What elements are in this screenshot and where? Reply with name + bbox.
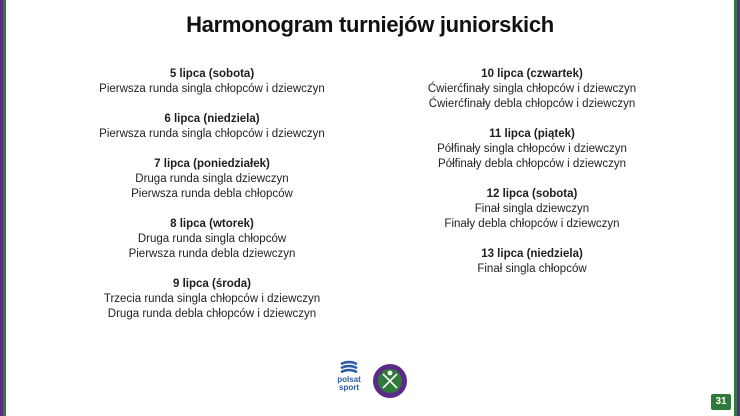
sponsor-logos <box>332 360 412 406</box>
day-event: Pierwsza runda singla chłopców i dziewczyn <box>99 128 325 140</box>
day-date: 12 lipca (sobota) <box>486 188 578 200</box>
day-block <box>382 127 682 172</box>
day-block <box>62 112 362 142</box>
day-block <box>62 67 362 97</box>
day-block <box>62 217 362 262</box>
left-stripe-green <box>3 0 6 416</box>
day-block <box>62 277 362 322</box>
day-event: Finał singla dziewczyn <box>474 203 590 215</box>
day-date: 6 lipca (niedziela) <box>164 113 260 125</box>
day-date: 13 lipca (niedziela) <box>481 248 583 260</box>
page-number: 31 <box>711 394 731 410</box>
day-event: Druga runda singla dziewczyn <box>135 173 289 185</box>
day-block <box>382 187 682 232</box>
day-event: Pierwsza runda singla chłopców i dziewczyn <box>99 83 325 95</box>
day-block <box>382 67 682 112</box>
day-event: Pierwsza runda debla chłopców <box>131 188 293 200</box>
day-event: Trzecia runda singla chłopców i dziewczyn <box>103 293 321 305</box>
day-block <box>62 157 362 202</box>
day-event: Druga runda singla chłopców <box>137 233 287 245</box>
day-date: 8 lipca (wtorek) <box>170 218 254 230</box>
day-event: Półfinały debla chłopców i dziewczyn <box>438 158 626 170</box>
schedule-right-column <box>382 67 682 292</box>
slide-title: Harmonogram turniejów juniorskich <box>186 12 554 37</box>
polsat-sport-logo-icon <box>339 360 359 376</box>
day-event: Ćwierćfinały singla chłopców i dziewczyn <box>427 83 637 95</box>
day-event: Finały debla chłopców i dziewczyn <box>444 218 620 230</box>
day-event: Finał singla chłopców <box>477 263 587 275</box>
day-event: Pierwsza runda debla dziewczyn <box>128 248 296 260</box>
day-event: Druga runda debla chłopców i dziewczyn <box>107 308 317 320</box>
day-date: 7 lipca (poniedziałek) <box>154 158 270 170</box>
polsat-wordmark: polsat <box>337 375 361 384</box>
polsat-sport-logo <box>332 360 366 406</box>
sport-wordmark: sport <box>339 383 359 392</box>
day-date: 11 lipca (piątek) <box>489 128 575 140</box>
day-event: Ćwierćfinały debla chłopców i dziewczyn <box>428 98 636 110</box>
wimbledon-logo-icon <box>372 363 408 399</box>
schedule-left-column <box>62 67 362 337</box>
day-event: Półfinały singla chłopców i dziewczyn <box>437 143 627 155</box>
day-date: 5 lipca (sobota) <box>169 68 255 80</box>
day-date: 9 lipca (środa) <box>173 278 251 290</box>
day-block <box>382 247 682 277</box>
day-date: 10 lipca (czwartek) <box>481 68 583 80</box>
